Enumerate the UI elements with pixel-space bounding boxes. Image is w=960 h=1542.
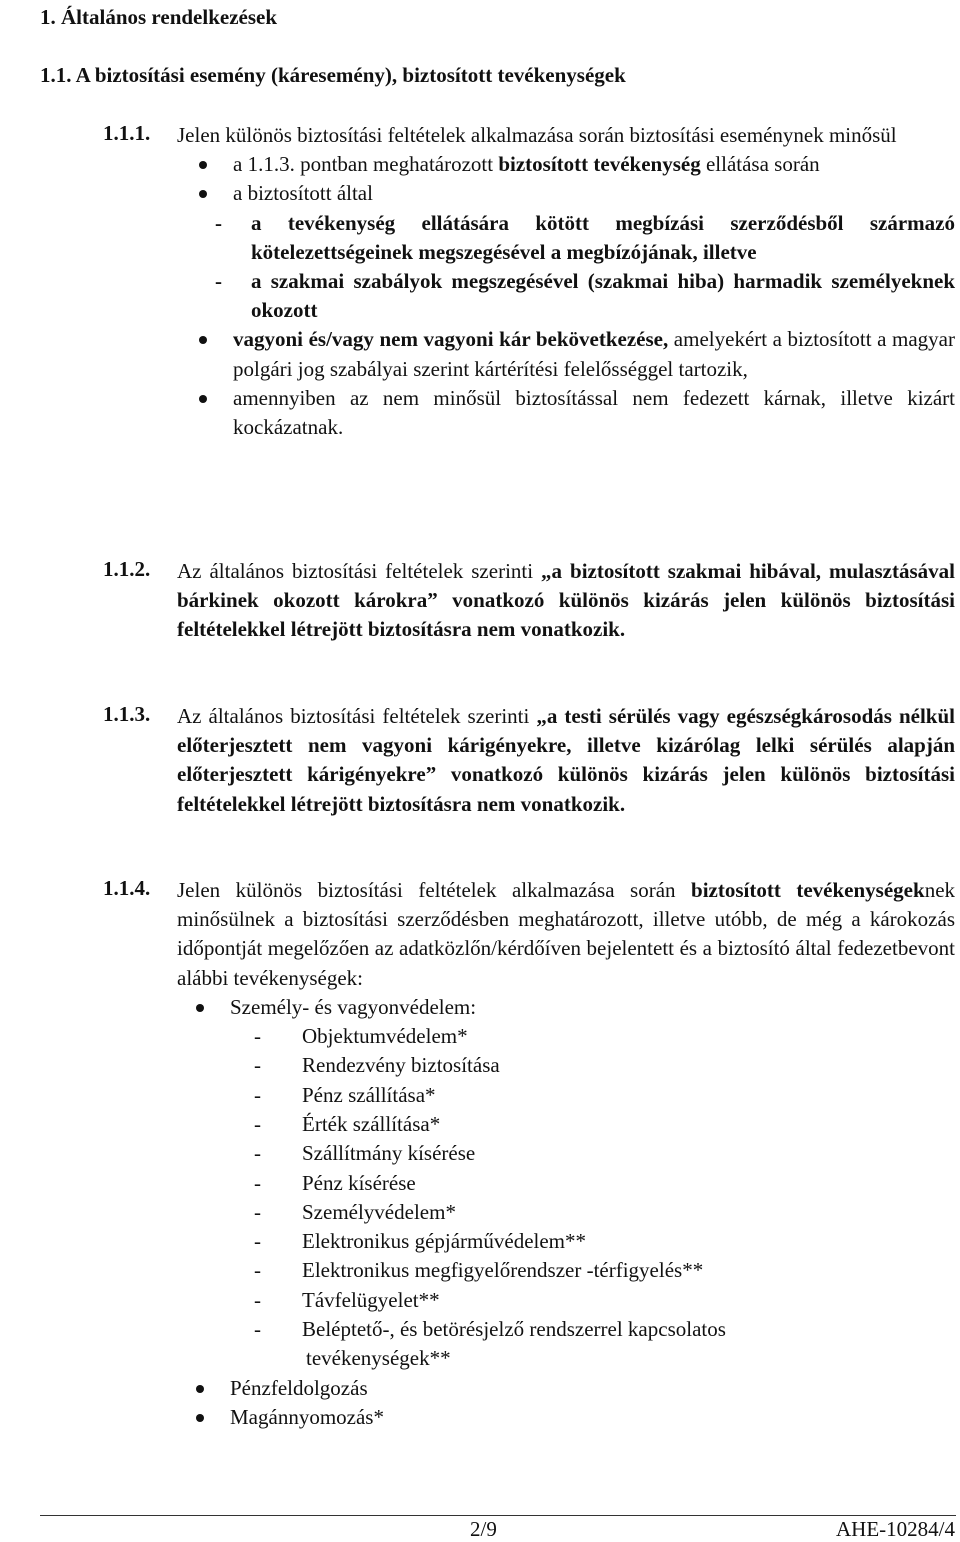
activity-item: - Távfelügyelet**	[251, 1286, 955, 1315]
page-number: 2/9	[470, 1517, 497, 1541]
activity-item: - Szállítmány kísérése	[251, 1139, 955, 1168]
activity-item: - Beléptető-, és betörésjelző rendszerrel kapcsolatos tevékenységek**	[251, 1315, 955, 1374]
section-number: 1.1.1.	[103, 121, 151, 145]
section-1-1-1	[103, 121, 955, 442]
section-1-1-4	[103, 876, 955, 1432]
heading-level-1: 1. Általános rendelkezések	[40, 5, 278, 29]
activity-item: - Pénz szállítása*	[251, 1081, 955, 1110]
footer-rule	[40, 1515, 956, 1516]
list-item: amennyiben az nem minősül biztosítással nem fedezett kárnak, illetve kizárt kockázatnak.	[177, 384, 955, 442]
activity-item: - Pénz kísérése	[251, 1169, 955, 1198]
activity-group: Személy- és vagyonvédelem: - Objektumvédelem* - Rendezvény biztosítása - Pénz szállítása* - Érték szállítása* - Szállítmány kísérése - Pénz kísérése - Személyvédelem* - Elektronikus gépjárművédelem** - Elektronikus megfigyelőrendszer -térfigyelés** - Távfelügyelet** - Beléptető-, és betörésjelző rendszerrel kapcsolatos tevékenységek**	[174, 993, 955, 1374]
section-number: 1.1.4.	[103, 876, 151, 900]
section-1-1-3	[103, 702, 955, 819]
activity-item: - Rendezvény biztosítása	[251, 1051, 955, 1080]
section-number: 1.1.2.	[103, 557, 151, 581]
section-text: Jelen különös biztosítási feltételek alkalmazása során biztosított tevékenységeknek minősülnek a biztosítási szerződésben meghatározott, illetve utóbb, de még a károkozás időpontját megelőzően az adatközlőn/kérdőíven bejelentett és a biztosító által fedezetbevont alábbi tevékenységek:	[177, 878, 956, 990]
bullet-list	[177, 150, 955, 442]
activity-list	[174, 993, 955, 1432]
heading-level-2: 1.1. A biztosítási esemény (káresemény), biztosított tevékenységek	[40, 63, 626, 87]
list-item: a biztosított által - a tevékenység ellátására kötött megbízási szerződésből származó kötelezettségeinek megszegésével a megbízójának, illetve - a szakmai szabályok megszegésével (szakmai hiba) harmadik személyeknek okozott	[177, 179, 955, 325]
section-1-1-2	[103, 557, 955, 645]
activity-item: - Elektronikus megfigyelőrendszer -térfigyelés**	[251, 1256, 955, 1285]
dash-item: - a szakmai szabályok megszegésével (szakmai hiba) harmadik személyeknek okozott	[213, 267, 955, 325]
activity-sublist	[251, 1022, 955, 1374]
list-item: a 1.1.3. pontban meghatározott biztosított tevékenység ellátása során	[177, 150, 955, 179]
activity-item: - Elektronikus gépjárművédelem**	[251, 1227, 955, 1256]
activity-item: - Érték szállítása*	[251, 1110, 955, 1139]
section-intro: Jelen különös biztosítási feltételek alkalmazása során biztosítási eseménynek minősül	[177, 123, 897, 147]
document-code: AHE-10284/4	[836, 1517, 955, 1541]
dash-list	[213, 209, 955, 326]
list-item: vagyoni és/vagy nem vagyoni kár bekövetkezése, amelyekért a biztosított a magyar polgári jog szabályai szerint kártérítési felelősséggel tartozik,	[177, 325, 955, 383]
dash-item: - a tevékenység ellátására kötött megbízási szerződésből származó kötelezettségeinek megszegésével a megbízójának, illetve	[213, 209, 955, 267]
activity-item: - Személyvédelem*	[251, 1198, 955, 1227]
section-text: Az általános biztosítási feltételek szerinti „a biztosított szakmai hibával, mulasztásával bárkinek okozott károkra” vonatkozó különös kizárás jelen különös biztosítási feltételekkel létrejött biztosításra nem vonatkozik.	[177, 559, 955, 642]
activity-group: Pénzfeldolgozás	[174, 1374, 955, 1403]
activity-group: Magánnyomozás*	[174, 1403, 955, 1432]
section-number: 1.1.3.	[103, 702, 151, 726]
section-text: Az általános biztosítási feltételek szerinti „a testi sérülés vagy egészségkárosodás nélkül előterjesztett nem vagyoni kárigényekre, illetve kizárólag lelki sérülés alapján előterjesztett kárigényekre” vonatkozó különös kizárás jelen különös biztosítási feltételekkel létrejött biztosításra nem vonatkozik.	[177, 704, 955, 816]
activity-item: - Objektumvédelem*	[251, 1022, 955, 1051]
